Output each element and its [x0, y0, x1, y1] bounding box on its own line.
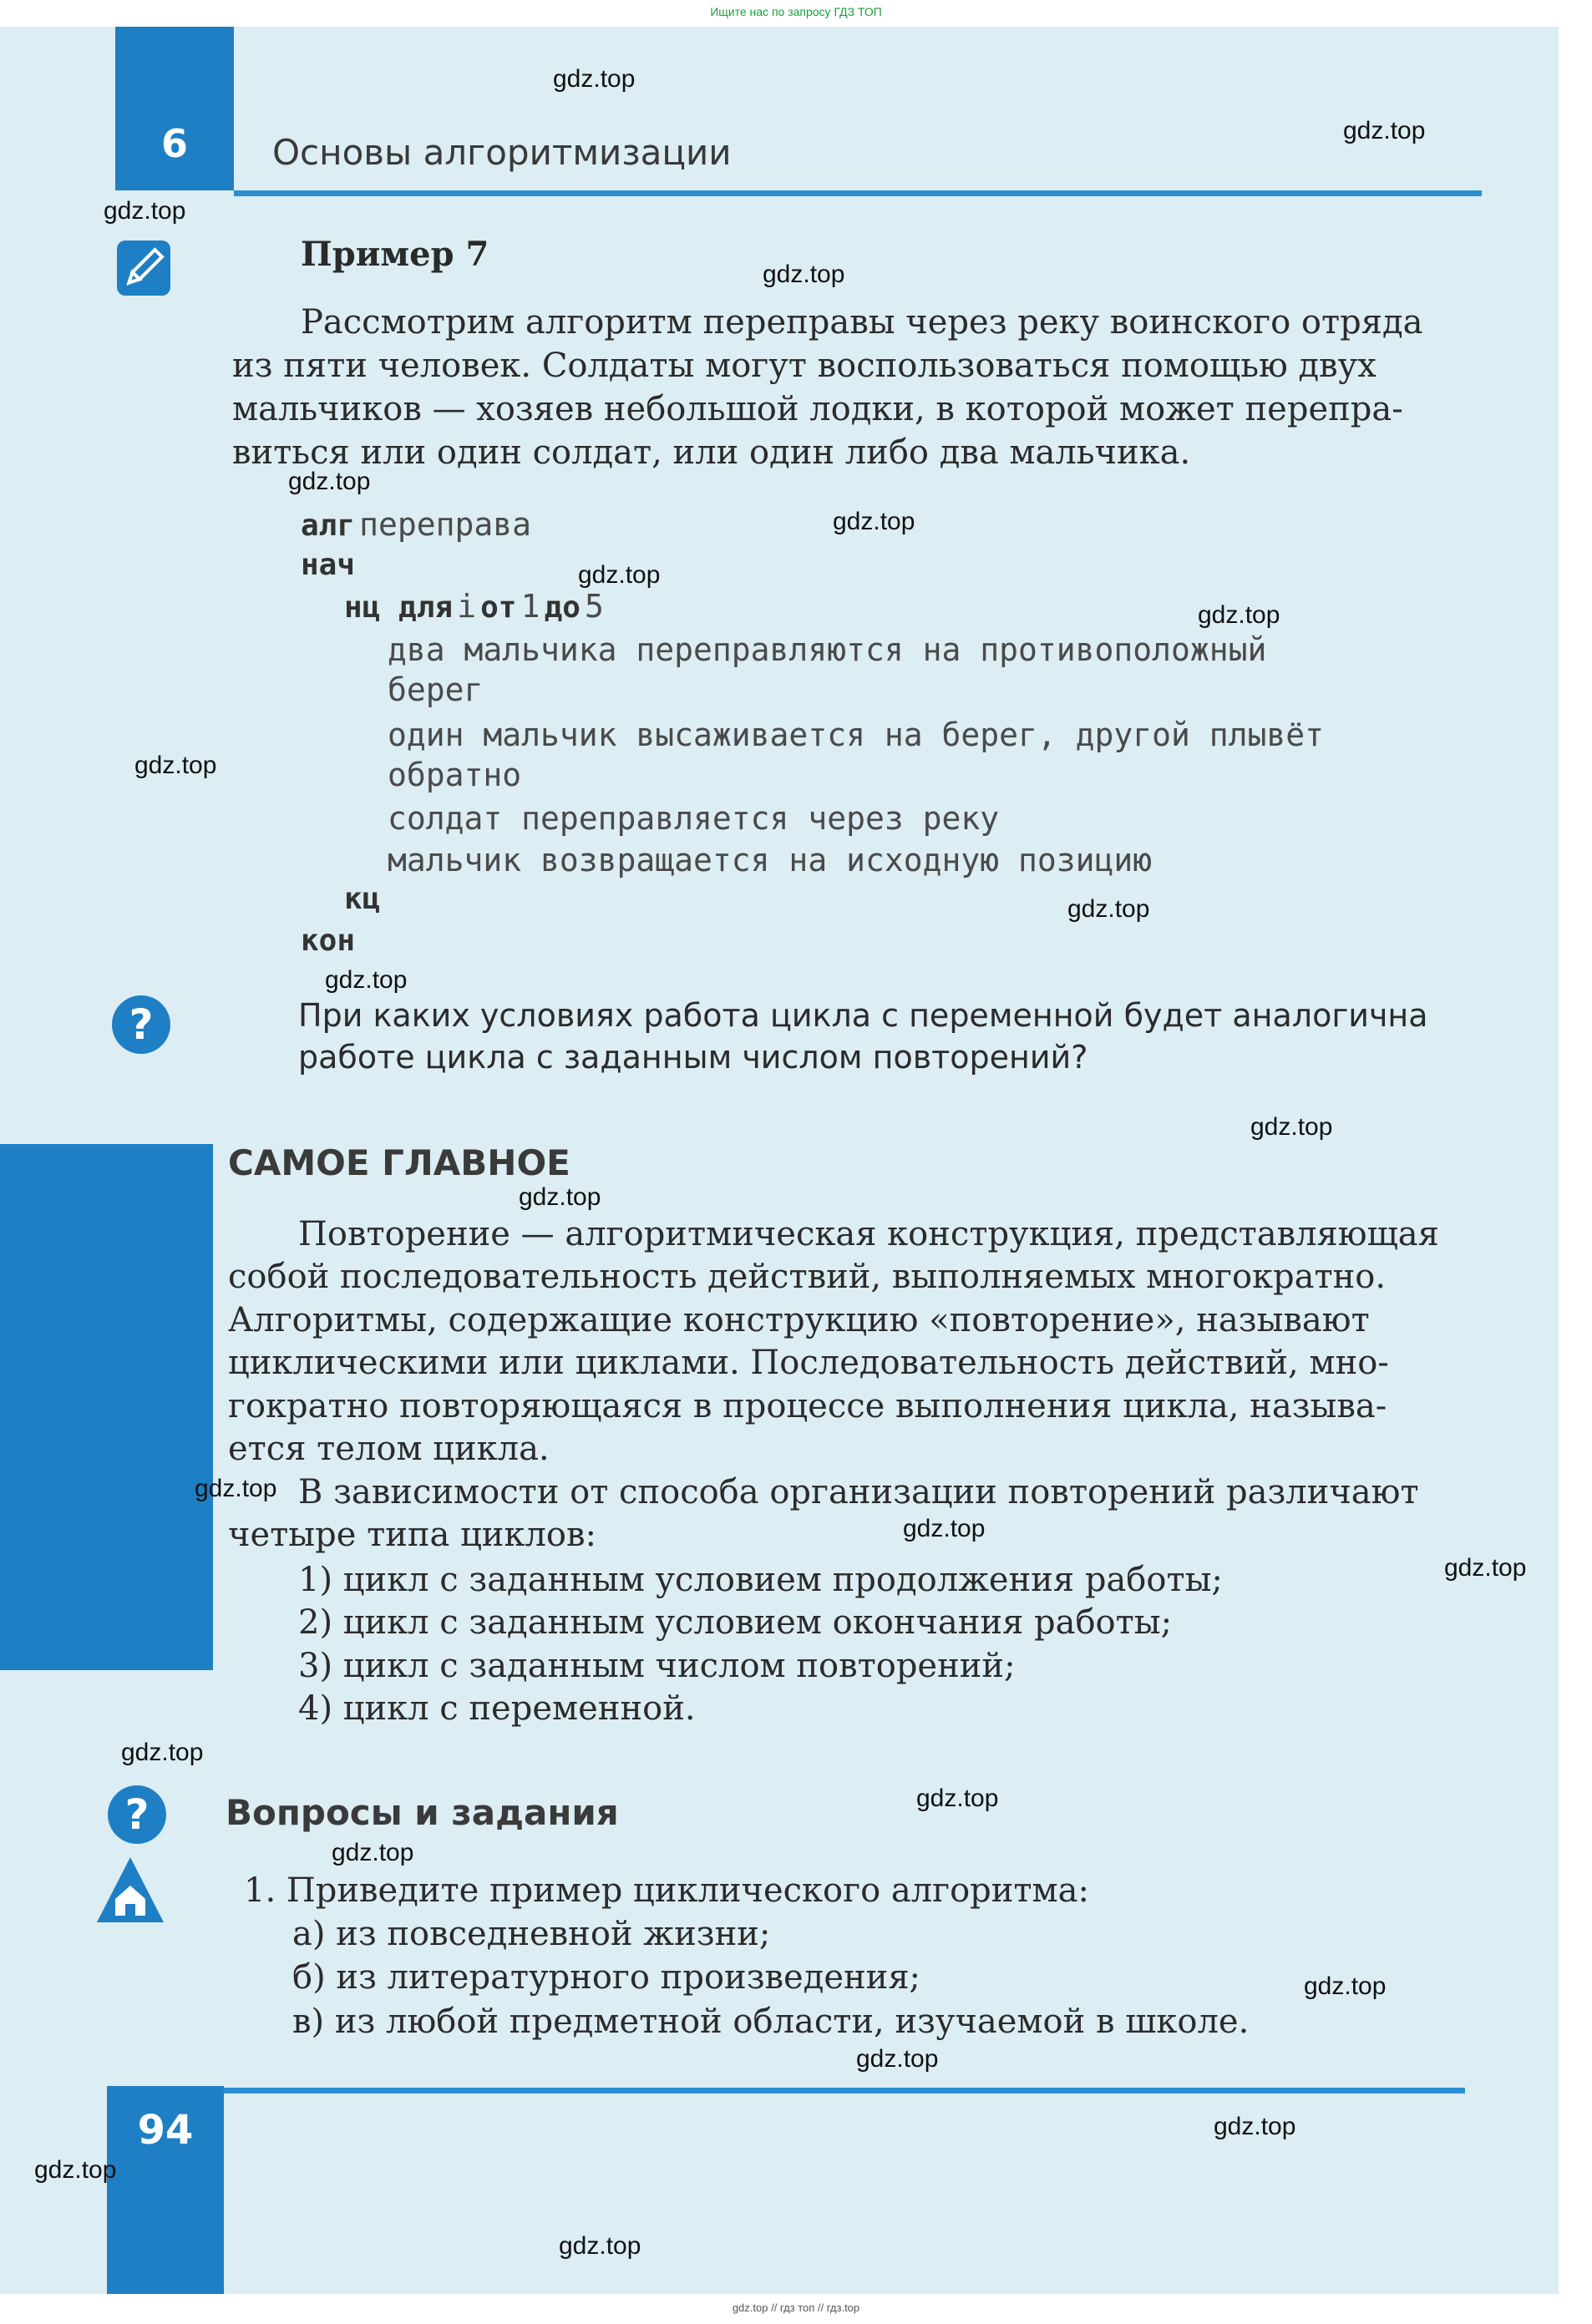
- summary-line: собой последовательность действий, выполняемых многократно.: [228, 1258, 1387, 1296]
- page-number: 94: [137, 2107, 194, 2154]
- watermark: gdz.top: [903, 1515, 986, 1542]
- loop-to: 5: [585, 588, 604, 625]
- code-body-line: два мальчика переправляются на противоположный: [388, 631, 1267, 668]
- question-1-item: а) из повседневной жизни;: [292, 1915, 771, 1953]
- summary-list-item: 3) цикл с заданным числом повторений;: [298, 1647, 1016, 1685]
- summary-line: четыре типа циклов:: [228, 1516, 596, 1554]
- keyword: нц для: [344, 590, 454, 625]
- watermark: gdz.top: [559, 2232, 641, 2260]
- watermark: gdz.top: [1444, 1554, 1527, 1582]
- question-1-item: б) из литературного произведения;: [292, 1958, 921, 1997]
- watermark: gdz.top: [34, 2156, 117, 2184]
- summary-line: ется телом цикла.: [228, 1430, 550, 1468]
- example-line-2: из пяти человек. Солдаты могут воспользоваться помощью двух: [232, 347, 1377, 385]
- code-body-line: солдат переправляется через реку: [388, 800, 1000, 837]
- code-body-line: мальчик возвращается на исходную позицию: [388, 842, 1153, 878]
- watermark: gdz.top: [195, 1475, 277, 1502]
- loop-from: 1: [520, 588, 540, 625]
- summary-list-item: 4) цикл с переменной.: [298, 1689, 696, 1728]
- summary-line: В зависимости от способа организации повторений различают: [298, 1473, 1419, 1511]
- example-line-3: мальчиков — хозяев небольшой лодки, в которой может перепра-: [232, 390, 1403, 428]
- summary-line: Повторение — алгоритмическая конструкция, представляющая: [298, 1215, 1439, 1253]
- chapter-title: Основы алгоритмизации: [272, 132, 732, 173]
- code-line-alg: [301, 506, 531, 543]
- chapter-number: 6: [160, 121, 188, 166]
- top-note: Ищите нас по запросу ГДЗ ТОП: [710, 5, 882, 18]
- watermark: gdz.top: [763, 261, 845, 288]
- pencil-icon: [117, 241, 170, 296]
- footer-rule: [224, 2088, 1465, 2094]
- watermark: gdz.top: [134, 752, 217, 779]
- watermark: gdz.top: [916, 1785, 999, 1812]
- summary-line: циклическими или циклами. Последовательность действий, мно-: [228, 1344, 1389, 1382]
- question-icon: ?: [112, 995, 170, 1054]
- watermark: gdz.top: [104, 197, 186, 225]
- algorithm-name: переправа: [359, 506, 532, 543]
- side-band: [0, 1144, 213, 1670]
- question-1-item: в) из любой предметной области, изучаемой в школе.: [292, 2002, 1250, 2041]
- watermark: gdz.top: [1343, 117, 1426, 144]
- watermark: gdz.top: [332, 1839, 414, 1866]
- code-body-line: один мальчик высаживается на берег, другой плывёт: [388, 716, 1325, 753]
- watermark: gdz.top: [553, 65, 636, 93]
- watermark: gdz.top: [288, 468, 371, 495]
- watermark: gdz.top: [1214, 2113, 1296, 2140]
- summary-line: Алгоритмы, содержащие конструкцию «повторение», называют: [228, 1301, 1370, 1339]
- watermark: gdz.top: [1067, 895, 1150, 923]
- code-line-end-loop: кц: [344, 882, 381, 916]
- bottom-note: gdz.top // гдз топ // гдз.top: [732, 2301, 860, 2314]
- code-line-begin: нач: [301, 548, 356, 582]
- question-icon: ?: [108, 1785, 166, 1844]
- watermark: gdz.top: [519, 1183, 601, 1211]
- home-task-icon: [94, 1852, 167, 1932]
- watermark: gdz.top: [1304, 1972, 1387, 2000]
- summary-list-item: 1) цикл с заданным условием продолжения работы;: [298, 1561, 1223, 1599]
- header-rule: [234, 190, 1482, 196]
- watermark: gdz.top: [121, 1739, 204, 1766]
- watermark: gdz.top: [1250, 1113, 1333, 1141]
- watermark: gdz.top: [325, 966, 408, 994]
- watermark: gdz.top: [1198, 601, 1280, 629]
- example-title: Пример 7: [301, 235, 489, 274]
- summary-list-item: 2) цикл с заданным условием окончания работы;: [298, 1603, 1173, 1642]
- question-1: 1. Приведите пример циклического алгоритма:: [244, 1871, 1089, 1910]
- example-line-4: виться или один солдат, или один либо два мальчика.: [232, 433, 1191, 472]
- watermark: gdz.top: [578, 561, 661, 589]
- example-question-line-2: работе цикла с заданным числом повторений?: [298, 1039, 1088, 1076]
- example-line-1: Рассмотрим алгоритм переправы через реку воинского отряда: [301, 303, 1423, 342]
- code-line-loop: [344, 588, 604, 625]
- keyword: алг: [301, 509, 356, 543]
- questions-title: Вопросы и задания: [226, 1792, 619, 1833]
- code-body-line: обратно: [388, 757, 522, 793]
- example-question-line-1: При каких условиях работа цикла с переменной будет аналогична: [298, 997, 1428, 1034]
- keyword: до: [544, 590, 581, 625]
- watermark: gdz.top: [856, 2045, 939, 2073]
- summary-line: гократно повторяющаяся в процессе выполнения цикла, называ-: [228, 1387, 1387, 1425]
- summary-title: САМОЕ ГЛАВНОЕ: [228, 1142, 570, 1183]
- code-line-end: кон: [301, 924, 356, 958]
- keyword: от: [480, 590, 517, 625]
- code-body-line: берег: [388, 671, 484, 708]
- watermark: gdz.top: [833, 508, 915, 535]
- loop-variable: i: [457, 588, 477, 625]
